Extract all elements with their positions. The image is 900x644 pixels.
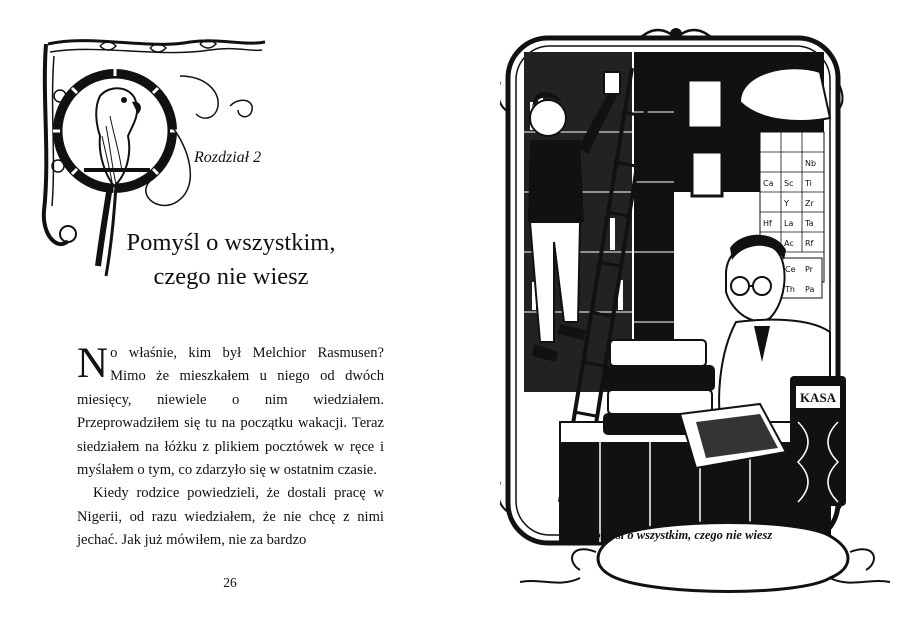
illustration-caption: Pomyśl o wszystkim, czego nie wiesz [586, 528, 773, 542]
periodic-cell-hf: Hf [763, 219, 772, 228]
right-page [450, 0, 900, 644]
drop-cap: N [77, 340, 109, 387]
periodic-cell-rf: Rf [805, 239, 814, 248]
periodic-cell-zr: Zr [805, 199, 814, 208]
periodic-cell-sc: Sc [784, 179, 794, 188]
chapter-title [106, 226, 356, 294]
periodic-cell-y: Y [784, 199, 789, 208]
body-text [77, 342, 384, 553]
chapter-title-line-2: czego nie wiesz [153, 263, 309, 290]
periodic-cell-ta: Ta [805, 219, 814, 228]
paragraph-2: Kiedy rodzice powiedzieli, że dostali pracę w Nigerii, od razu wiedziałem, że nie chcę z nimi jechać. Jak już mówiłem, nie za bardzo [77, 485, 384, 549]
periodic-cell-la: La [784, 219, 794, 228]
cash-box-label: KASA [799, 390, 837, 405]
paragraph-1 [77, 342, 384, 482]
periodic-cell-ca: Ca [763, 179, 774, 188]
periodic-cell-th: Th [785, 285, 795, 294]
periodic-cell-pa: Pa [805, 285, 815, 294]
periodic-cell-ti: Ti [805, 179, 812, 188]
library-illustration [500, 22, 900, 607]
chapter-label: Rozdział 2 [194, 149, 262, 166]
page-number: 26 [223, 575, 237, 590]
periodic-cell-ce: Ce [785, 265, 796, 274]
periodic-cell-pr: Pr [805, 265, 813, 274]
paragraph-1-text: o właśnie, kim był Melchior Rasmusen? Mimo że mieszkałem u niego od dwóch miesięcy, niewiele o nim wiedziałem. Przeprowadziłem się tu na początku wakacji. Teraz siedziałem na łóżku z plikiem pocztówek w ręce i myślałem o tym, co zdarzyło się w ostatnim czasie. [77, 345, 384, 479]
periodic-cell-ac: Ac [784, 239, 794, 248]
chapter-title-line-1: Pomyśl o wszystkim, [126, 229, 336, 256]
periodic-cell-nb: Nb [805, 159, 817, 168]
